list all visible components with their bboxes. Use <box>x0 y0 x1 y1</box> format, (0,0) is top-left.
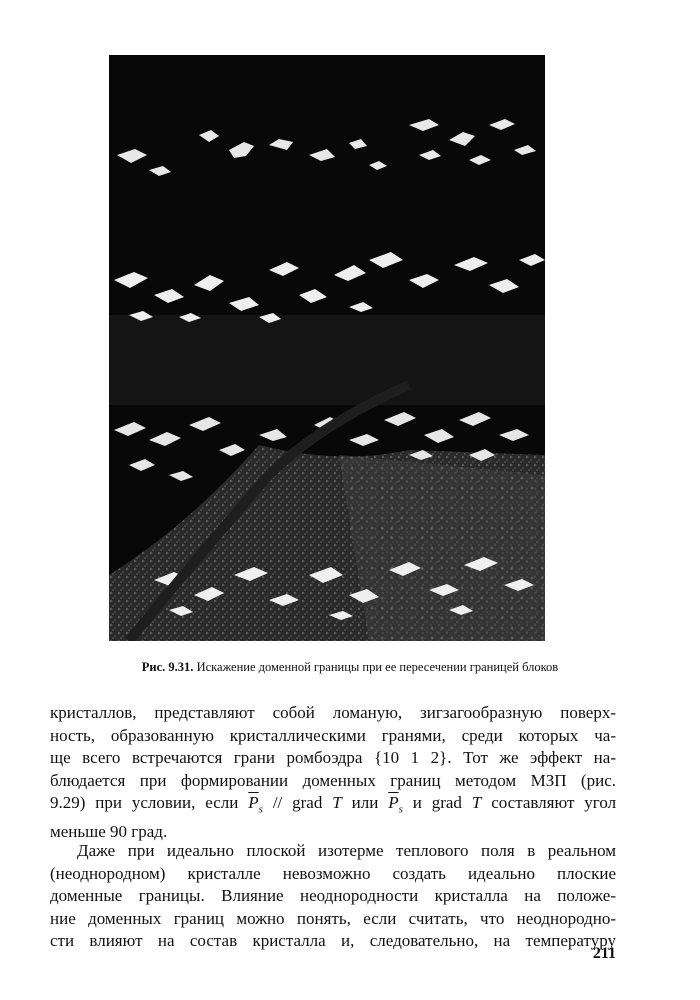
domain-boundary-micrograph <box>109 55 545 641</box>
subscript-s: s <box>258 803 263 816</box>
polarization-vector-symbol: $\overline{P}$ <box>388 793 399 812</box>
text-line: доменные границы. Влияние неоднородности кристалла на положе- <box>50 886 616 905</box>
figure-caption-text: Искажение доменной границы при ее пересечении границей блоков <box>196 660 559 674</box>
paragraph-1 <box>50 702 616 843</box>
text-fragment: // grad <box>272 793 323 812</box>
text-line: ние доменных границ можно понять, если считать, что неоднородно- <box>50 908 616 928</box>
text-fragment: или <box>351 793 379 812</box>
text-line: ность, образованную кристаллическими гранями, среди которых ча- <box>50 725 616 745</box>
text-fragment: и grad <box>412 793 462 812</box>
text-fragment: составляют угол <box>491 793 617 812</box>
paragraph-2 <box>50 840 616 953</box>
text-line: кристаллов, представляют собой ломаную, зигзагообразную поверх- <box>50 703 616 722</box>
polarization-vector-symbol: $\overline{P}$ <box>248 793 259 812</box>
text-line: блюдается при формировании доменных границ методом МЗП (рис. <box>50 770 616 790</box>
text-line: меньше 90 град. <box>50 821 168 841</box>
text-line: (неоднородном) кристалле невозможно создать идеально плоские <box>50 863 616 883</box>
text-line: сти влияют на состав кристалла и, следовательно, на температуру <box>50 931 616 950</box>
figure-caption <box>40 659 660 675</box>
temperature-symbol: T <box>332 793 342 812</box>
temperature-symbol: T <box>471 793 482 812</box>
text-line: Даже при идеально плоской изотерме теплового поля в реальном <box>77 841 616 860</box>
figure-label: Рис. 9.31. <box>141 660 194 674</box>
text-line-with-formula <box>50 792 616 821</box>
text-line: ще всего встречаются грани ромбоэдра {10 1 2}. Тот же эффект на- <box>50 748 616 767</box>
subscript-s: s <box>398 803 403 816</box>
text-fragment: 9.29) при условии, если <box>50 793 239 812</box>
page-number: 211 <box>592 945 616 962</box>
